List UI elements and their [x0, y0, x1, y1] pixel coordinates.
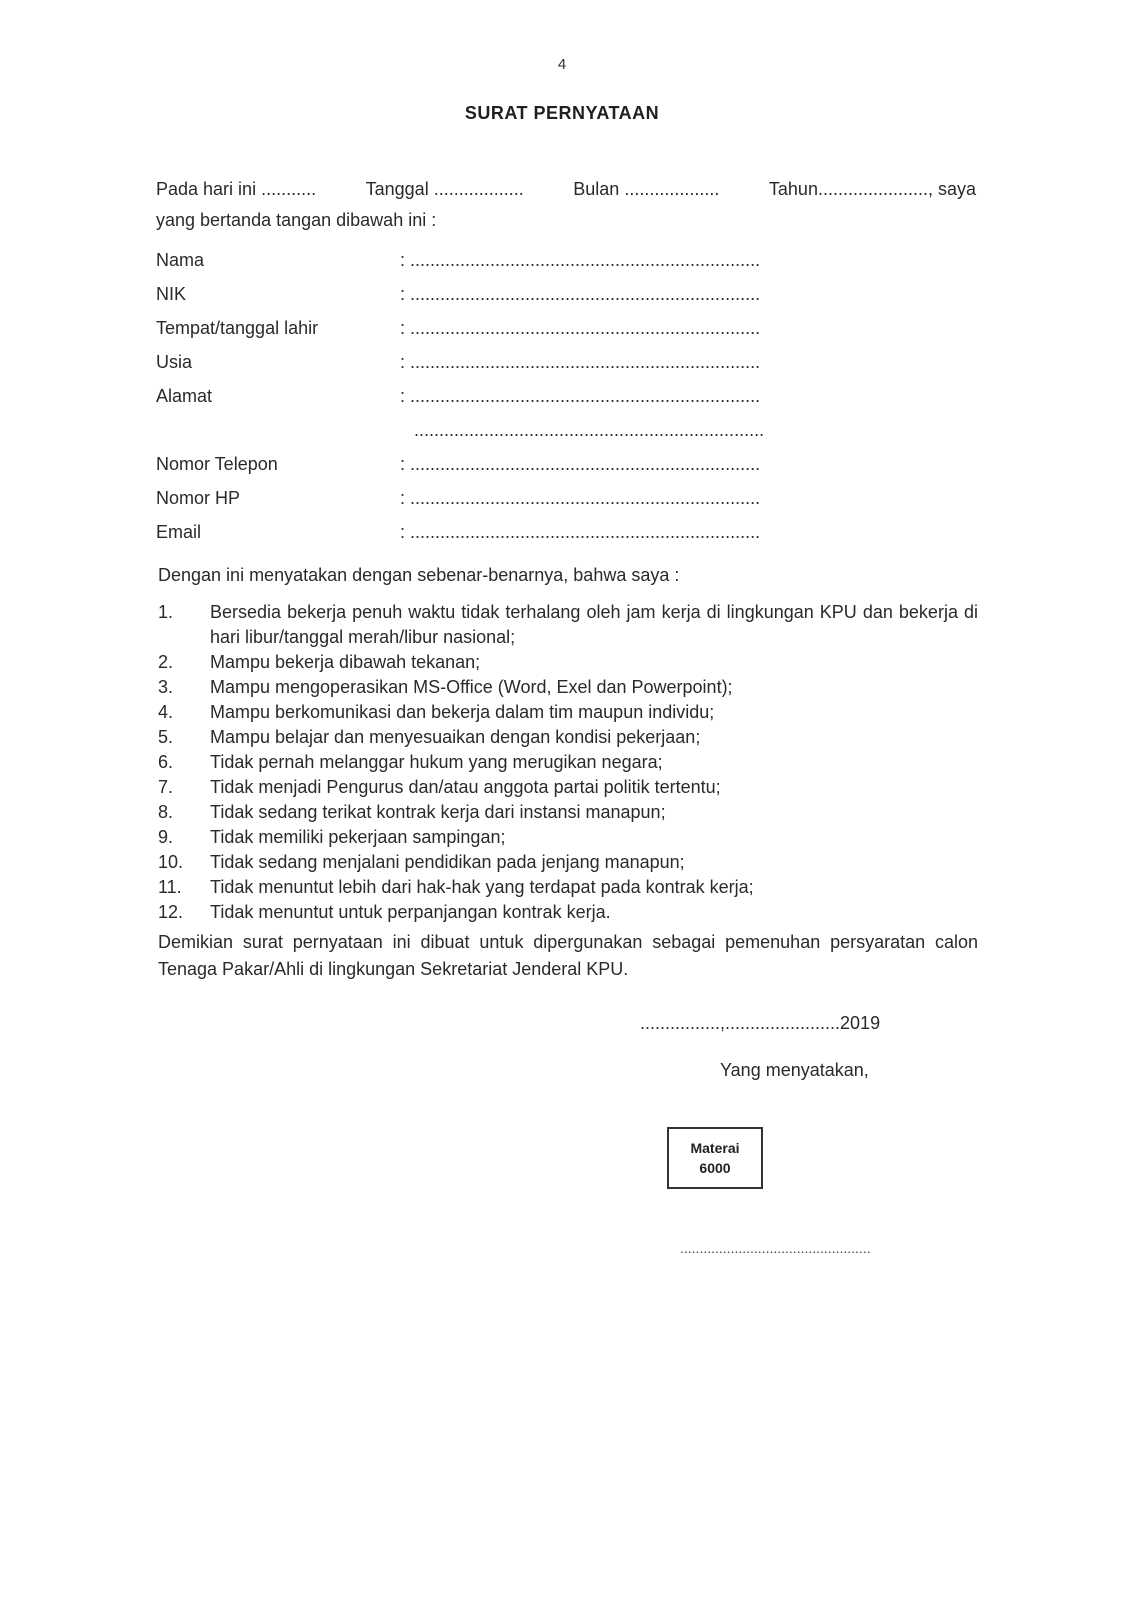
field-alamat-continuation	[156, 413, 816, 447]
field-nama	[156, 243, 816, 277]
field-label: Email	[156, 521, 202, 542]
list-text: Mampu bekerja dibawah tekanan;	[210, 652, 481, 672]
list-text: Tidak pernah melanggar hukum yang merugikan negara;	[210, 752, 663, 772]
field-email	[156, 515, 816, 549]
intro-paragraph	[156, 174, 976, 236]
field-blank: : ......................................................................	[400, 521, 761, 542]
list-item	[158, 850, 978, 875]
closing-paragraph: Demikian surat pernyataan ini dibuat untuk dipergunakan sebagai pemenuhan persyaratan calon Tenaga Pakar/Ahli di lingkungan Sekretariat Jenderal KPU.	[158, 932, 978, 979]
date-line: ................,.......................2019	[640, 1013, 881, 1033]
list-number: 8.	[158, 802, 174, 822]
list-number: 4.	[158, 702, 174, 722]
field-blank: : ......................................................................	[400, 385, 761, 406]
signature-line: .................................................	[680, 1240, 871, 1256]
field-label: Nama	[156, 249, 205, 270]
stamp-value: 6000	[699, 1160, 731, 1176]
field-label: NIK	[156, 283, 187, 304]
list-text: Mampu mengoperasikan MS-Office (Word, Exel dan Powerpoint);	[210, 677, 733, 697]
list-number: 2.	[158, 652, 174, 672]
list-text: Tidak menuntut untuk perpanjangan kontrak kerja.	[210, 902, 611, 922]
list-number: 5.	[158, 727, 174, 747]
list-item	[158, 800, 978, 825]
list-number: 9.	[158, 827, 174, 847]
field-blank: ......................................................................	[414, 419, 765, 440]
declaration-list	[158, 600, 978, 925]
materai-stamp-box	[667, 1127, 763, 1189]
list-number: 3.	[158, 677, 174, 697]
field-nomor-hp	[156, 481, 816, 515]
list-number: 1.	[158, 602, 174, 622]
page-number: 4	[557, 56, 567, 73]
declarant-label: Yang menyatakan,	[720, 1060, 869, 1080]
list-item	[158, 700, 978, 725]
list-item	[158, 900, 978, 925]
list-item	[158, 725, 978, 750]
list-text: Mampu belajar dan menyesuaikan dengan kondisi pekerjaan;	[210, 727, 701, 747]
field-alamat	[156, 379, 816, 413]
intro-line-date	[156, 174, 976, 205]
list-number: 10.	[158, 852, 184, 872]
list-number: 6.	[158, 752, 174, 772]
statement-intro: Dengan ini menyatakan dengan sebenar-benarnya, bahwa saya :	[158, 565, 680, 585]
list-item	[158, 825, 978, 850]
intro-bulan: Bulan ...................	[573, 179, 720, 199]
field-label: Alamat	[156, 385, 213, 406]
list-text: Tidak sedang menjalani pendidikan pada jenjang manapun;	[210, 852, 685, 872]
list-text: Tidak menjadi Pengurus dan/atau anggota partai politik tertentu;	[210, 777, 721, 797]
field-label: Usia	[156, 351, 193, 372]
field-nomor-telepon	[156, 447, 816, 481]
field-blank: : ......................................................................	[400, 351, 761, 372]
list-item	[158, 875, 978, 900]
list-item	[158, 775, 978, 800]
list-text: Tidak sedang terikat kontrak kerja dari instansi manapun;	[210, 802, 666, 822]
intro-tahun: Tahun......................, saya	[768, 179, 976, 199]
list-text: Tidak memiliki pekerjaan sampingan;	[210, 827, 506, 847]
intro-tanggal: Tanggal ..................	[365, 179, 524, 199]
list-number: 11.	[158, 877, 182, 897]
field-blank: : ......................................................................	[400, 283, 761, 304]
field-label: Nomor HP	[156, 487, 241, 508]
list-number: 7.	[158, 777, 174, 797]
list-text: Bersedia bekerja penuh waktu tidak terhalang oleh jam kerja di lingkungan KPU dan bekerja di hari libur/tanggal merah/libur nasional;	[210, 602, 978, 647]
list-item	[158, 650, 978, 675]
intro-line-signee: yang bertanda tangan dibawah ini :	[156, 210, 437, 230]
list-text: Mampu berkomunikasi dan bekerja dalam tim maupun individu;	[210, 702, 715, 722]
list-item	[158, 600, 978, 650]
field-blank: : ......................................................................	[400, 317, 761, 338]
identity-fields	[156, 243, 816, 549]
field-label: Nomor Telepon	[156, 453, 278, 474]
field-tempat-tanggal-lahir	[156, 311, 816, 345]
list-item	[158, 750, 978, 775]
intro-hari: Pada hari ini ...........	[156, 179, 317, 199]
field-blank: : ......................................................................	[400, 249, 761, 270]
field-nik	[156, 277, 816, 311]
field-label: Tempat/tanggal lahir	[156, 317, 319, 338]
list-number: 12.	[158, 902, 184, 922]
field-blank: : ......................................................................	[400, 453, 761, 474]
document-title: SURAT PERNYATAAN	[464, 103, 660, 123]
field-usia	[156, 345, 816, 379]
list-item	[158, 675, 978, 700]
field-blank: : ......................................................................	[400, 487, 761, 508]
stamp-label: Materai	[690, 1140, 740, 1156]
list-text: Tidak menuntut lebih dari hak-hak yang terdapat pada kontrak kerja;	[210, 877, 754, 897]
